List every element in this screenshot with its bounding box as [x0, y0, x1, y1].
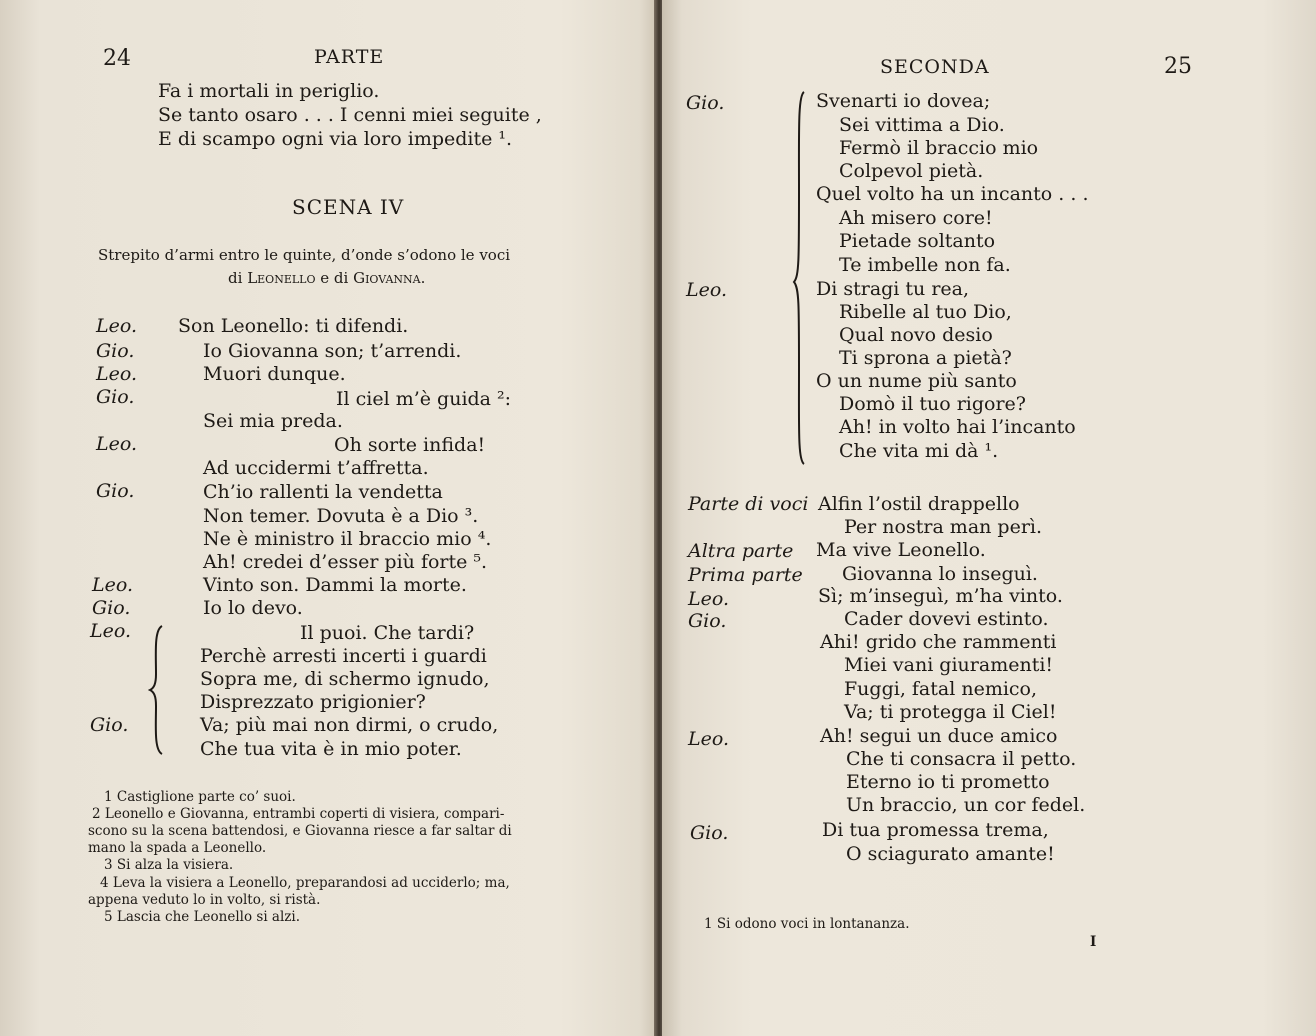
brace-bracket	[792, 90, 808, 466]
verse-line: Domò il tuo rigore?	[839, 393, 1026, 415]
verse-line: Di tua promessa trema,	[822, 819, 1049, 841]
character-name: Leonello	[247, 269, 316, 287]
verse-line: Che ti consacra il petto.	[846, 748, 1077, 770]
verse-line: Te imbelle non fa.	[839, 254, 1011, 276]
verse-line: Se tanto osaro . . . I cenni miei seguite ,	[158, 104, 542, 126]
verse-line: Ne è ministro il braccio mio ⁴.	[203, 528, 492, 550]
speaker-label: Gio.	[686, 92, 725, 114]
speaker-label: Parte di voci	[688, 493, 809, 515]
verse-line: Miei vani giuramenti!	[844, 654, 1054, 676]
verse-line: Fa i mortali in periglio.	[158, 80, 380, 102]
speaker-label: Gio.	[690, 822, 729, 844]
verse-line: Di stragi tu rea,	[816, 278, 970, 300]
footnote: 4 Leva la visiera a Leonello, preparandosi ad ucciderlo; ma,	[100, 875, 510, 891]
stage-direction-cast: di Leonello e di Giovanna.	[228, 269, 426, 287]
verse-line: Va; ti protegga il Ciel!	[844, 701, 1057, 723]
verse-line: Vinto son. Dammi la morte.	[203, 574, 467, 596]
verse-line: Ahi! grido che rammenti	[820, 631, 1057, 653]
verse-line: Svenarti io dovea;	[816, 90, 991, 112]
verse-line: Ah! in volto hai l’incanto	[839, 416, 1076, 438]
verse-line: Che tua vita è in mio poter.	[200, 738, 462, 760]
right-page	[662, 0, 1316, 1036]
speaker-label: Altra parte	[688, 540, 794, 562]
footnote: 2 Leonello e Giovanna, entrambi coperti di visiera, compari-	[92, 806, 505, 822]
verse-line: Eterno io ti prometto	[846, 771, 1050, 793]
verse-line: Il ciel m’è guida ²:	[336, 388, 512, 410]
verse-line: Sei mia preda.	[203, 410, 343, 432]
signature-mark: I	[1090, 934, 1097, 950]
speaker-label: Gio.	[96, 386, 135, 408]
verse-line: Ah misero core!	[839, 207, 993, 229]
verse-line: Sopra me, di schermo ignudo,	[200, 668, 490, 690]
verse-line: Io Giovanna son; t’arrendi.	[203, 340, 462, 362]
running-head: PARTE	[314, 46, 385, 68]
speaker-label: Leo.	[90, 620, 132, 642]
verse-line: Sì; m’inseguì, m’ha vinto.	[818, 585, 1063, 607]
speaker-label: Prima parte	[688, 564, 803, 586]
verse-line: Io lo devo.	[203, 597, 303, 619]
verse-line: Che vita mi dà ¹.	[839, 440, 999, 462]
speaker-label: Gio.	[96, 340, 135, 362]
character-name: Giovanna	[353, 269, 421, 287]
speaker-label: Gio.	[96, 480, 135, 502]
verse-line: Son Leonello: ti difendi.	[178, 315, 409, 337]
verse-line: Ribelle al tuo Dio,	[839, 301, 1012, 323]
speaker-label: Leo.	[688, 588, 730, 610]
verse-line: Ti sprona a pietà?	[839, 347, 1012, 369]
verse-line: Fermò il braccio mio	[839, 137, 1039, 159]
verse-line: Perchè arresti incerti i guardi	[200, 645, 487, 667]
running-head: SECONDA	[880, 56, 990, 78]
speaker-label: Leo.	[688, 728, 730, 750]
scene-title: SCENA IV	[292, 195, 405, 219]
verse-line: Qual novo desio	[839, 324, 993, 346]
verse-line: O sciagurato amante!	[846, 843, 1055, 865]
verse-line: Sei vittima a Dio.	[839, 114, 1005, 136]
verse-line: Ma vive Leonello.	[816, 539, 986, 561]
footnote: mano la spada a Leonello.	[88, 840, 267, 856]
verse-line: Muori dunque.	[203, 363, 346, 385]
page-number: 25	[1164, 54, 1192, 79]
verse-line: Ah! segui un duce amico	[820, 725, 1058, 747]
verse-line: Un braccio, un cor fedel.	[846, 794, 1086, 816]
brace-bracket	[148, 624, 166, 756]
speaker-label: Leo.	[686, 279, 728, 301]
verse-line: O un nume più santo	[816, 370, 1017, 392]
speaker-label: Gio.	[90, 714, 129, 736]
verse-line: Ad uccidermi t’affretta.	[203, 457, 429, 479]
footnote: 5 Lascia che Leonello si alzi.	[104, 909, 301, 925]
verse-line: Pietade soltanto	[839, 230, 996, 252]
stage-direction: Strepito d’armi entro le quinte, d’onde s’odono le voci	[98, 246, 511, 264]
speaker-label: Leo.	[96, 315, 138, 337]
left-page	[0, 0, 656, 1036]
page-number: 24	[103, 46, 131, 71]
verse-line: Giovanna lo inseguì.	[842, 563, 1038, 585]
verse-line: Cader dovevi estinto.	[844, 608, 1049, 630]
speaker-label: Leo.	[92, 574, 134, 596]
verse-line: Colpevol pietà.	[839, 160, 984, 182]
footnote: scono su la scena battendosi, e Giovanna riesce a far saltar di	[88, 823, 512, 839]
verse-line: Oh sorte infida!	[334, 434, 486, 456]
verse-line: Non temer. Dovuta è a Dio ³.	[203, 505, 479, 527]
footnote: 1 Si odono voci in lontananza.	[704, 916, 910, 932]
footnote: 1 Castiglione parte co’ suoi.	[104, 789, 296, 805]
verse-line: Va; più mai non dirmi, o crudo,	[200, 714, 499, 736]
verse-line: Alfin l’ostil drappello	[818, 493, 1020, 515]
speaker-label: Leo.	[96, 363, 138, 385]
verse-line: Il puoi. Che tardi?	[300, 622, 475, 644]
footnote: appena veduto lo in volto, si ristà.	[88, 892, 321, 908]
footnote: 3 Si alza la visiera.	[104, 857, 234, 873]
speaker-label: Gio.	[92, 597, 131, 619]
speaker-label: Leo.	[96, 433, 138, 455]
verse-line: E di scampo ogni via loro impedite ¹.	[158, 128, 513, 150]
verse-line: Quel volto ha un incanto . . .	[816, 183, 1089, 205]
verse-line: Disprezzato prigionier?	[200, 691, 426, 713]
verse-line: Per nostra man perì.	[844, 516, 1043, 538]
verse-line: Fuggi, fatal nemico,	[844, 678, 1038, 700]
verse-line: Ah! credei d’esser più forte ⁵.	[203, 551, 488, 573]
verse-line: Ch’io rallenti la vendetta	[203, 481, 443, 503]
speaker-label: Gio.	[688, 610, 727, 632]
